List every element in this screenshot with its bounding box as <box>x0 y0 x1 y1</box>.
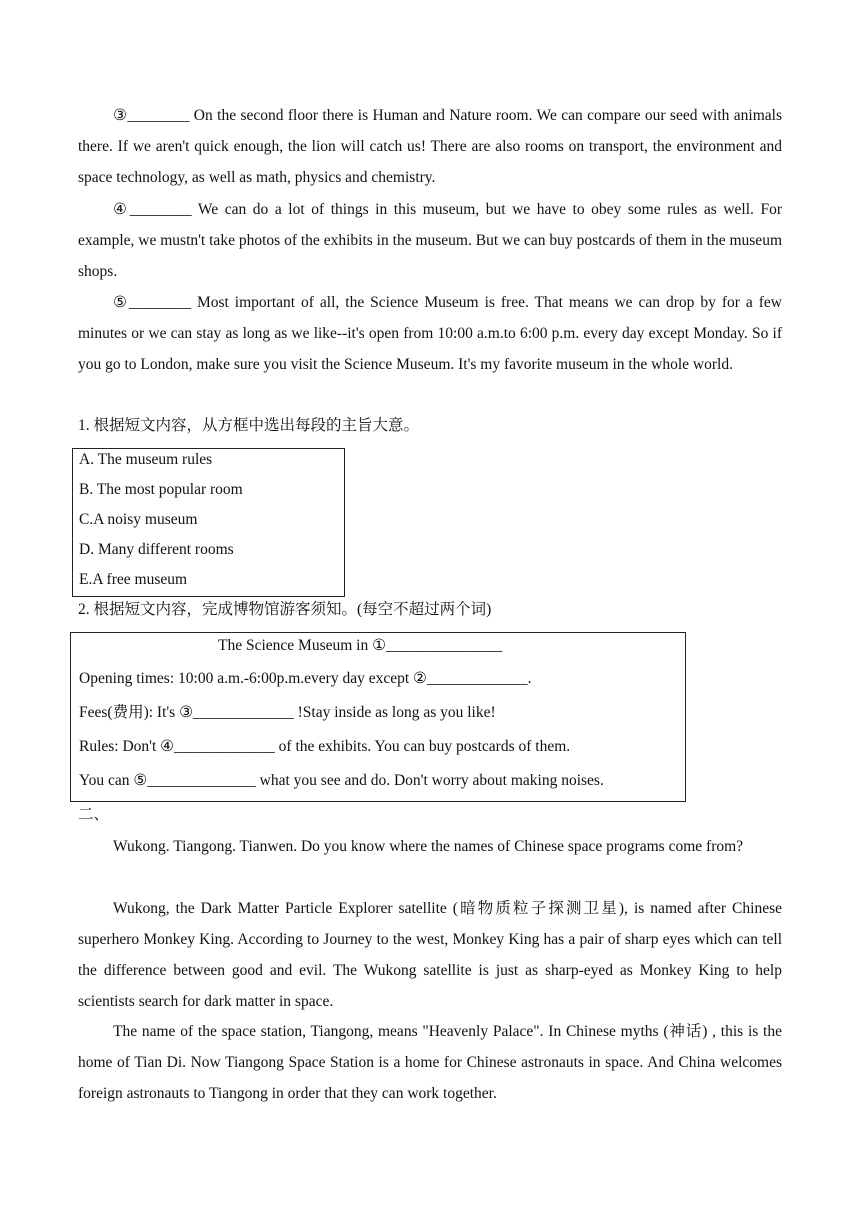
visitor-notice-box <box>70 632 686 802</box>
passage1-paragraph-4: ④________ We can do a lot of things in this museum, but we have to obey some rules as well. For example, we mustn't take photos of the exhibits in the museum. But we can buy postcards of them in the museum shops. <box>78 201 782 280</box>
notice-title: The Science Museum in ①_______________ <box>218 637 503 654</box>
option-e: E.A free museum <box>79 571 188 588</box>
option-a: A. The museum rules <box>79 451 213 468</box>
section2-paragraph-3: The name of the space station, Tiangong, means "Heavenly Palace". In Chinese myths (神话) , this is the home of Tian Di. Now Tiangong Space Station is a home for Chinese astronauts in space. And China welcomes foreign astronauts to Tiangong in order that they can work together. <box>78 1023 782 1102</box>
notice-you-can: You can ⑤______________ what you see and do. Don't worry about making noises. <box>79 772 604 789</box>
question1-prompt: 1. 根据短文内容，从方框中选出每段的主旨大意。 <box>78 417 420 434</box>
passage1-paragraph-3: ③________ On the second floor there is Human and Nature room. We can compare our seed with animals there. If we aren't quick enough, the lion will catch us! There are also rooms on transport, the environment and space technology, as well as math, physics and chemistry. <box>78 107 782 186</box>
option-d: D. Many different rooms <box>79 541 234 558</box>
option-b: B. The most popular room <box>79 481 243 498</box>
section2-paragraph-1: Wukong. Tiangong. Tianwen. Do you know where the names of Chinese space programs come from? <box>113 838 744 855</box>
section2-heading: 二、 <box>78 806 110 823</box>
notice-fees: Fees(费用): It's ③_____________ !Stay inside as long as you like! <box>79 704 496 721</box>
passage1-paragraph-5: ⑤________ Most important of all, the Science Museum is free. That means we can drop by for a few minutes or we can stay as long as we like--it's open from 10:00 a.m.to 6:00 p.m. every day except Monday. So if you go to London, make sure you visit the Science Museum. It's my favorite museum in the whole world. <box>78 294 782 373</box>
section2-paragraph-2: Wukong, the Dark Matter Particle Explorer satellite (暗物质粒子探测卫星), is named after Chinese superhero Monkey King. According to Journey to the west, Monkey King has a pair of sharp eyes which can tell the difference between good and evil. The Wukong satellite is just as sharp-eyed as Monkey King to help scientists search for dark matter in space. <box>78 900 782 1010</box>
question2-prompt: 2. 根据短文内容，完成博物馆游客须知。(每空不超过两个词) <box>78 601 492 618</box>
notice-opening-times: Opening times: 10:00 a.m.-6:00p.m.every day except ②_____________. <box>79 670 532 687</box>
option-c: C.A noisy museum <box>79 511 198 528</box>
notice-rules: Rules: Don't ④_____________ of the exhibits. You can buy postcards of them. <box>79 738 571 755</box>
options-box <box>72 448 345 597</box>
